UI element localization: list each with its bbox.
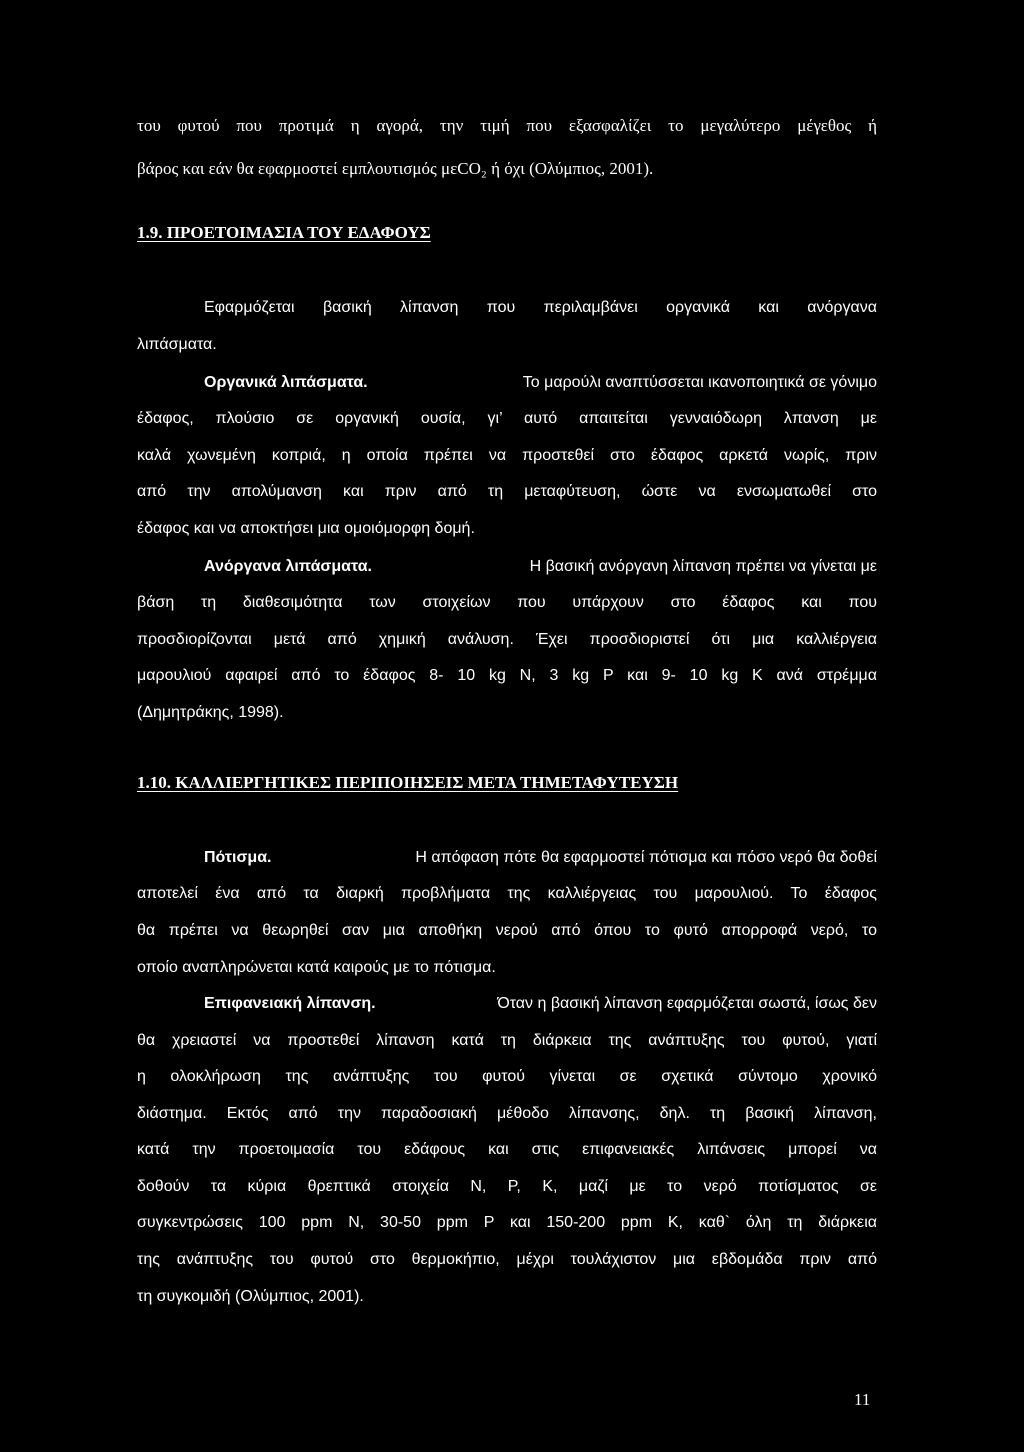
surface-paragraph-line-9: τη συγκομιδή (Ολύμπιος, 2001). bbox=[137, 1288, 364, 1305]
watering-paragraph-line-2: αποτελεί ένα από τα διαρκή προβλήματα της καλλιέργειας του μαρουλιού. Το έδαφος bbox=[137, 885, 877, 902]
surface-paragraph-line-5: κατά την προετοιμασία του εδάφους και στις επιφανειακές λιπάνσεις μπορεί να bbox=[137, 1141, 877, 1158]
page-number: 11 bbox=[854, 1390, 871, 1409]
surface-fertilization-term: Επιφανειακή λίπανση. bbox=[204, 995, 376, 1012]
intro-line-2: βάρος και εάν θα εφαρμοστεί εμπλουτισμός μεCO₂ ή όχι (Ολύμπιος, 2001). bbox=[137, 159, 654, 178]
fertilization-intro-line-2: λιπάσματα. bbox=[137, 336, 217, 353]
surface-paragraph-line-2: θα χρειαστεί να προστεθεί λίπανση κατά τη διάρκεια της ανάπτυξης του φυτού, γιατί bbox=[137, 1032, 877, 1049]
surface-paragraph-line-4: διάστημα. Εκτός από την παραδοσιακή μέθοδο λίπανσης, δηλ. τη βασική λίπανση, bbox=[137, 1105, 877, 1122]
surface-paragraph-line-8: της ανάπτυξης του φυτού στο θερμοκήπιο, μέχρι τουλάχιστον μια εβδομάδα πριν από bbox=[137, 1251, 877, 1268]
organic-fertilizers-term: Οργανικά λιπάσματα. bbox=[204, 374, 368, 391]
organic-paragraph-line-5: έδαφος και να αποκτήσει μια ομοιόμορφη δομή. bbox=[137, 520, 475, 537]
surface-paragraph-line-3: η ολοκλήρωση της ανάπτυξης του φυτού γίνεται σε σχετικά σύντομο χρονικό bbox=[137, 1068, 877, 1085]
section-heading-1-10: 1.10. ΚΑΛΛΙΕΡΓΗΤΙΚΕΣ ΠΕΡΙΠΟΙΗΣΕΙΣ ΜΕΤΑ ΤΗΜΕΤΑΦΥΤΕΥΣΗ bbox=[137, 773, 679, 792]
surface-line-1-text: Όταν η βασική λίπανση εφαρμόζεται σωστά, ίσως δεν bbox=[497, 995, 877, 1012]
surface-paragraph-line-1 bbox=[204, 993, 877, 1015]
watering-paragraph-line-3: θα πρέπει να θεωρηθεί σαν μια αποθήκη νερού από όπου το φυτό απορροφά νερό, το bbox=[137, 922, 877, 939]
watering-term: Πότισμα. bbox=[204, 849, 272, 866]
inorganic-paragraph-line-2: βάση τη διαθεσιμότητα των στοιχείων που υπάρχουν στο έδαφος και που bbox=[137, 594, 877, 611]
watering-paragraph-line-1 bbox=[204, 847, 877, 869]
organic-paragraph-line-3: καλά χωνεμένη κοπριά, η οποία πρέπει να προστεθεί στο έδαφος αρκετά νωρίς, πριν bbox=[137, 447, 877, 464]
organic-paragraph-line-4: από την απολύμανση και πριν από τη μεταφύτευση, ώστε να ενσωματωθεί στο bbox=[137, 483, 877, 500]
inorganic-line-1-text: Η βασική ανόργανη λίπανση πρέπει να γίνεται με bbox=[529, 558, 877, 575]
inorganic-paragraph-line-3: προσδιορίζονται μετά από χημική ανάλυση. Έχει προσδιοριστεί ότι μια καλλιέργεια bbox=[137, 631, 877, 648]
surface-paragraph-line-6: δοθούν τα κύρια θρεπτικά στοιχεία Ν, Ρ, Κ, μαζί με το νερό ποτίσματος σε bbox=[137, 1178, 877, 1195]
watering-paragraph-line-4: οποίο αναπληρώνεται κατά καιρούς με το πότισμα. bbox=[137, 959, 496, 976]
intro-line-1: του φυτού που προτιμά η αγορά, την τιμή που εξασφαλίζει το μεγαλύτερο μέγεθος ή bbox=[137, 116, 877, 135]
inorganic-paragraph-line-5: (Δημητράκης, 1998). bbox=[137, 704, 284, 721]
section-heading-1-9: 1.9. ΠΡΟΕΤΟΙΜΑΣΙΑ ΤΟΥ ΕΔΑΦΟΥΣ bbox=[137, 223, 431, 242]
inorganic-paragraph-line-1 bbox=[204, 556, 877, 578]
inorganic-fertilizers-term: Ανόργανα λιπάσματα. bbox=[204, 558, 372, 575]
organic-paragraph-line-1 bbox=[204, 372, 877, 394]
watering-line-1-text: Η απόφαση πότε θα εφαρμοστεί πότισμα και πόσο νερό θα δοθεί bbox=[415, 849, 877, 866]
organic-paragraph-line-2: έδαφος, πλούσιο σε οργανική ουσία, γι’ αυτό απαιτείται γενναιόδωρη λπανση με bbox=[137, 410, 877, 427]
fertilization-intro-line-1: Εφαρμόζεται βασική λίπανση που περιλαμβάνει οργανικά και ανόργανα bbox=[204, 299, 877, 316]
organic-line-1-text: Το μαρούλι αναπτύσσεται ικανοποιητικά σε γόνιμο bbox=[522, 374, 877, 391]
inorganic-paragraph-line-4: μαρουλιού αφαιρεί από το έδαφος 8- 10 kg Ν, 3 kg Ρ και 9- 10 kg Κ ανά στρέμμα bbox=[137, 667, 877, 684]
surface-paragraph-line-7: συγκεντρώσεις 100 ppm Ν, 30-50 ppm Ρ και 150-200 ppm Κ, καθ` όλη τη διάρκεια bbox=[137, 1214, 877, 1231]
